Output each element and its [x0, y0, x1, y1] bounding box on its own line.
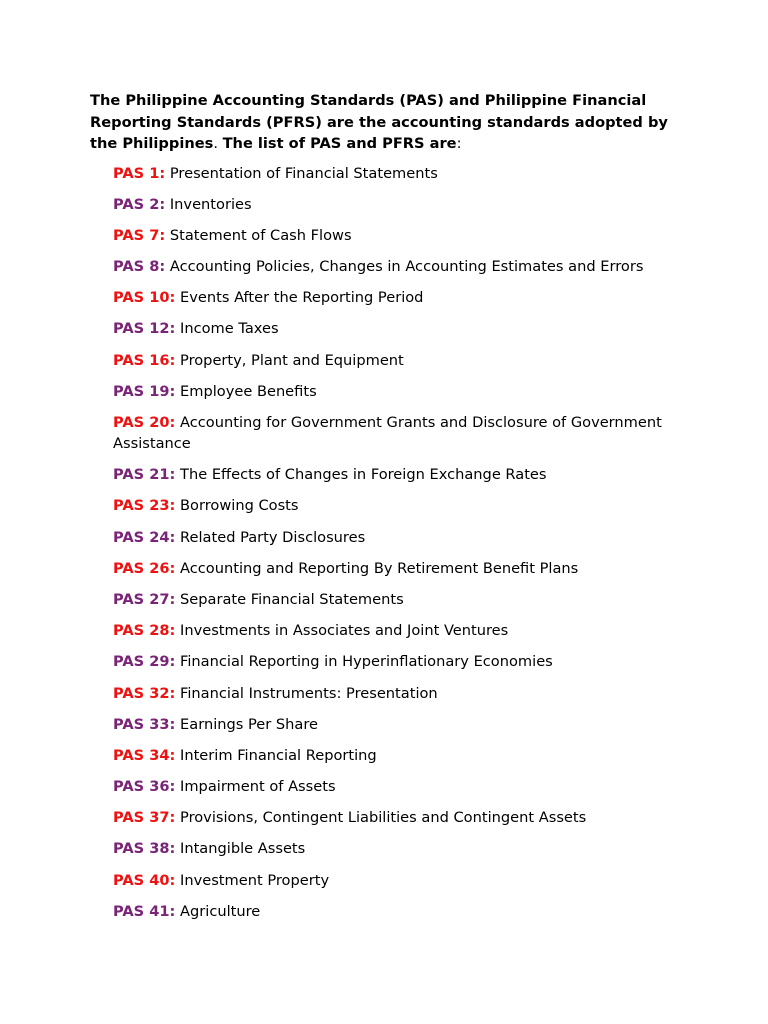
list-item [113, 527, 680, 548]
list-item [113, 745, 680, 766]
list-item [113, 495, 680, 516]
list-item [113, 683, 680, 704]
standard-code: PAS 16: [113, 351, 176, 369]
list-item [113, 807, 680, 828]
intro-separator: . [213, 135, 223, 152]
list-item [113, 318, 680, 339]
list-item [113, 163, 680, 184]
standard-code: PAS 12: [113, 320, 176, 338]
standard-code: PAS 23: [113, 497, 176, 515]
standard-code: PAS 21: [113, 466, 176, 484]
list-item [113, 714, 680, 735]
list-item [113, 776, 680, 797]
list-item [113, 350, 680, 371]
list-item [113, 838, 680, 859]
standard-title: Income Taxes [180, 320, 279, 338]
standard-code: PAS 38: [113, 840, 176, 858]
standard-title: Employee Benefits [180, 382, 317, 400]
intro-bold-text-2: The list of PAS and PFRS are [222, 135, 457, 152]
list-item [113, 651, 680, 672]
standard-code: PAS 41: [113, 902, 176, 920]
standard-code: PAS 33: [113, 715, 176, 733]
standard-code: PAS 10: [113, 289, 176, 307]
standard-title: Investments in Associates and Joint Ventures [180, 622, 509, 640]
list-item [113, 287, 680, 308]
standard-title: Impairment of Assets [180, 778, 336, 796]
standard-title: Events After the Reporting Period [180, 289, 424, 307]
standard-title: Separate Financial Statements [180, 590, 404, 608]
list-item [113, 620, 680, 641]
standard-code: PAS 40: [113, 871, 176, 889]
list-item [113, 464, 680, 485]
standard-code: PAS 19: [113, 382, 176, 400]
standard-code: PAS 32: [113, 684, 176, 702]
intro-paragraph [90, 90, 680, 155]
standard-title: Borrowing Costs [180, 497, 299, 515]
standard-title: Agriculture [180, 902, 261, 920]
list-item [113, 225, 680, 246]
standard-title: Financial Reporting in Hyperinflationary Economies [180, 653, 553, 671]
list-item [113, 381, 680, 402]
standard-title: Related Party Disclosures [180, 528, 366, 546]
document-page [90, 90, 680, 932]
standard-title: Property, Plant and Equipment [180, 351, 404, 369]
standard-title: Financial Instruments: Presentation [180, 684, 438, 702]
standard-title: Statement of Cash Flows [169, 226, 352, 244]
standard-code: PAS 20: [113, 414, 176, 431]
standard-title: Interim Financial Reporting [180, 746, 377, 764]
standard-title: Intangible Assets [180, 840, 306, 858]
standard-title: The Effects of Changes in Foreign Exchange Rates [180, 466, 547, 484]
list-item [113, 870, 680, 891]
list-item [113, 589, 680, 610]
standards-list [90, 163, 680, 922]
intro-colon: : [456, 135, 462, 152]
standard-title: Provisions, Contingent Liabilities and Contingent Assets [180, 809, 587, 827]
standard-code: PAS 7: [113, 226, 166, 244]
standard-title: Accounting and Reporting By Retirement Benefit Plans [180, 559, 579, 577]
list-item [113, 256, 680, 277]
list-item [113, 412, 680, 454]
standard-code: PAS 24: [113, 528, 176, 546]
standard-code: PAS 37: [113, 809, 176, 827]
standard-title: Presentation of Financial Statements [169, 164, 438, 182]
standard-title: Inventories [169, 195, 252, 213]
standard-code: PAS 27: [113, 590, 176, 608]
standard-title: Investment Property [180, 871, 330, 889]
list-item [113, 901, 680, 922]
standard-code: PAS 1: [113, 164, 166, 182]
standard-code: PAS 8: [113, 258, 166, 276]
standard-code: PAS 26: [113, 559, 176, 577]
standard-code: PAS 36: [113, 778, 176, 796]
standard-code: PAS 2: [113, 195, 166, 213]
standard-title: Accounting for Government Grants and Disclosure of Government Assistance [113, 414, 662, 452]
standard-title: Accounting Policies, Changes in Accounting Estimates and Errors [169, 258, 644, 276]
standard-code: PAS 34: [113, 746, 176, 764]
standard-code: PAS 29: [113, 653, 176, 671]
list-item [113, 194, 680, 215]
standard-code: PAS 28: [113, 622, 176, 640]
intro-bold-text: The Philippine Accounting Standards (PAS) and Philippine Financial Reporting Standards (PFRS) are the accounting standards adopted by the Philippines [90, 92, 668, 152]
list-item [113, 558, 680, 579]
standard-title: Earnings Per Share [180, 715, 319, 733]
